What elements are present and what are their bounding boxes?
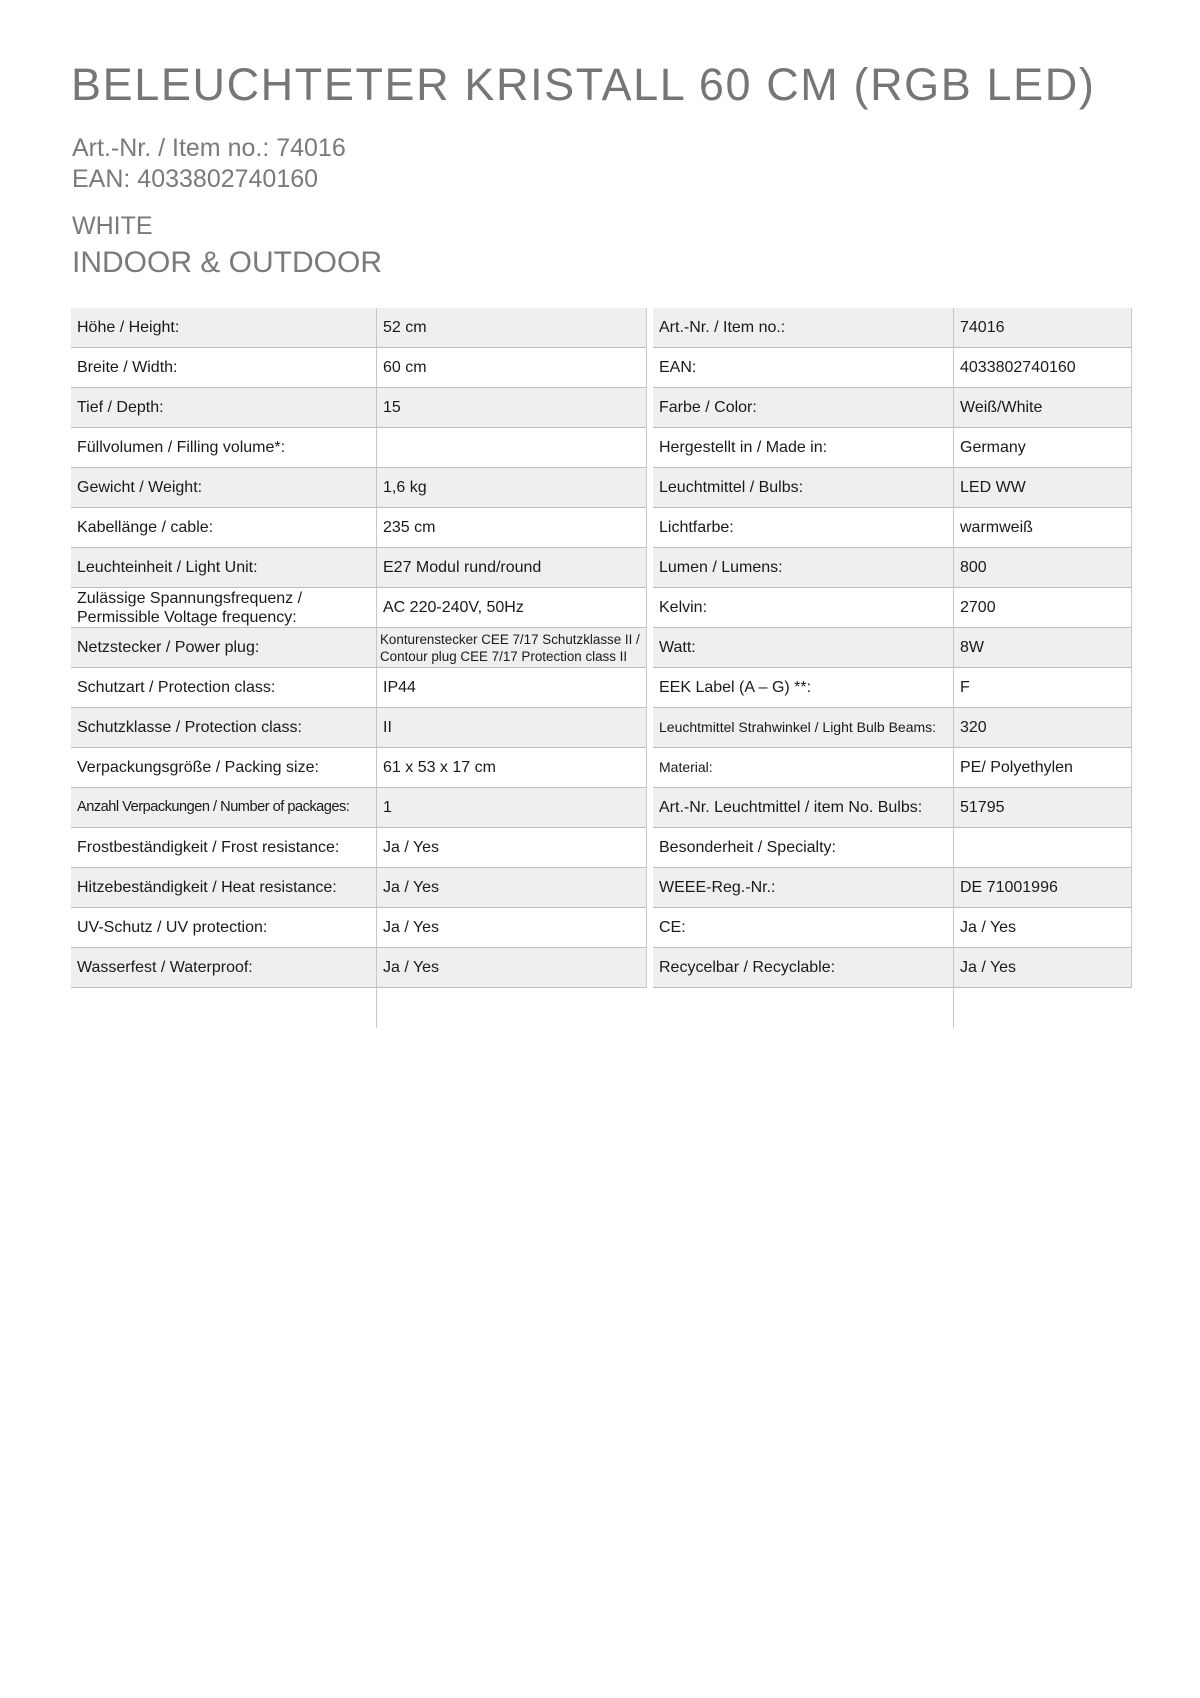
spec-value: warmweiß [954, 508, 1132, 548]
spec-value: Germany [954, 428, 1132, 468]
spec-value: Ja / Yes [954, 948, 1132, 988]
spec-value: 1,6 kg [377, 468, 647, 508]
spec-row [71, 668, 1132, 708]
empty-cell [71, 988, 377, 1028]
spec-label: Art.-Nr. / Item no.: [653, 308, 954, 348]
spec-value: 8W [954, 628, 1132, 668]
spec-value: Ja / Yes [377, 828, 647, 868]
spec-label: Lumen / Lumens: [653, 548, 954, 588]
spec-value: II [377, 708, 647, 748]
spec-row [71, 548, 1132, 588]
spec-label: CE: [653, 908, 954, 948]
spec-label: Recycelbar / Recyclable: [653, 948, 954, 988]
item-number-line: Art.-Nr. / Item no.: 74016 [72, 134, 346, 162]
spec-label: Wasserfest / Waterproof: [71, 948, 377, 988]
spec-label: UV-Schutz / UV protection: [71, 908, 377, 948]
spec-row [71, 748, 1132, 788]
spec-label: Schutzklasse / Protection class: [71, 708, 377, 748]
spec-value: 4033802740160 [954, 348, 1132, 388]
spec-label: Farbe / Color: [653, 388, 954, 428]
spec-row [71, 468, 1132, 508]
spec-label: Art.-Nr. Leuchtmittel / item No. Bulbs: [653, 788, 954, 828]
spec-value: DE 71001996 [954, 868, 1132, 908]
spec-label: Leuchtmittel Strahwinkel / Light Bulb Beams: [653, 708, 954, 748]
spec-row [71, 788, 1132, 828]
spec-label: Schutzart / Protection class: [71, 668, 377, 708]
product-usage: INDOOR & OUTDOOR [72, 246, 383, 279]
spec-value: Konturenstecker CEE 7/17 Schutzklasse II / Contour plug CEE 7/17 Protection class II [377, 628, 647, 668]
spec-value: LED WW [954, 468, 1132, 508]
spec-value: 235 cm [377, 508, 647, 548]
spec-label: Breite / Width: [71, 348, 377, 388]
spec-value [954, 828, 1132, 868]
spec-value: 2700 [954, 588, 1132, 628]
spec-label: Hergestellt in / Made in: [653, 428, 954, 468]
spec-value: 51795 [954, 788, 1132, 828]
spec-value: 60 cm [377, 348, 647, 388]
spec-label: Hitzebeständigkeit / Heat resistance: [71, 868, 377, 908]
spec-label: Netzstecker / Power plug: [71, 628, 377, 668]
ean-line: EAN: 4033802740160 [72, 165, 319, 193]
spec-label: Kabellänge / cable: [71, 508, 377, 548]
spec-label: Füllvolumen / Filling volume*: [71, 428, 377, 468]
spec-row [71, 908, 1132, 948]
spec-label: Anzahl Verpackungen / Number of packages: [71, 788, 377, 828]
spec-label: Besonderheit / Specialty: [653, 828, 954, 868]
spec-label: Watt: [653, 628, 954, 668]
spec-value: 1 [377, 788, 647, 828]
spec-value: Ja / Yes [377, 948, 647, 988]
spec-value: F [954, 668, 1132, 708]
spec-value: 52 cm [377, 308, 647, 348]
spec-value: 61 x 53 x 17 cm [377, 748, 647, 788]
spec-row [71, 348, 1132, 388]
spec-value: 74016 [954, 308, 1132, 348]
spec-value: 320 [954, 708, 1132, 748]
spec-value: IP44 [377, 668, 647, 708]
spec-label: Tief / Depth: [71, 388, 377, 428]
spec-label: Material: [653, 748, 954, 788]
spec-row [71, 948, 1132, 988]
spec-label: Höhe / Height: [71, 308, 377, 348]
empty-cell [653, 988, 954, 1028]
product-title: BELEUCHTETER KRISTALL 60 CM (RGB LED) [71, 59, 1096, 110]
spec-value: 800 [954, 548, 1132, 588]
spec-row [71, 388, 1132, 428]
empty-cell [377, 988, 647, 1028]
spec-label: Kelvin: [653, 588, 954, 628]
spec-value: 15 [377, 388, 647, 428]
spec-row [71, 868, 1132, 908]
spec-value: Weiß/White [954, 388, 1132, 428]
product-color: WHITE [72, 212, 153, 240]
spec-label: Frostbeständigkeit / Frost resistance: [71, 828, 377, 868]
spec-row [71, 508, 1132, 548]
spec-value: Ja / Yes [377, 868, 647, 908]
spec-value: Ja / Yes [377, 908, 647, 948]
table-trailing-row [71, 988, 1132, 1028]
spec-value: AC 220-240V, 50Hz [377, 588, 647, 628]
spec-value: Ja / Yes [954, 908, 1132, 948]
spec-row [71, 828, 1132, 868]
spec-label: EAN: [653, 348, 954, 388]
spec-table [71, 308, 1132, 1028]
spec-label: Leuchteinheit / Light Unit: [71, 548, 377, 588]
spec-value [377, 428, 647, 468]
spec-row [71, 428, 1132, 468]
spec-row [71, 628, 1132, 668]
spec-label: WEEE-Reg.-Nr.: [653, 868, 954, 908]
spec-label: Leuchtmittel / Bulbs: [653, 468, 954, 508]
spec-row [71, 308, 1132, 348]
spec-label: EEK Label (A – G) **: [653, 668, 954, 708]
spec-label: Zulässige Spannungsfrequenz / Permissible Voltage frequency: [71, 588, 377, 628]
spec-value: E27 Modul rund/round [377, 548, 647, 588]
spec-label: Verpackungsgröße / Packing size: [71, 748, 377, 788]
spec-row [71, 708, 1132, 748]
spec-row [71, 588, 1132, 628]
spec-label: Gewicht / Weight: [71, 468, 377, 508]
spec-value: PE/ Polyethylen [954, 748, 1132, 788]
empty-cell [954, 988, 1132, 1028]
spec-label: Lichtfarbe: [653, 508, 954, 548]
